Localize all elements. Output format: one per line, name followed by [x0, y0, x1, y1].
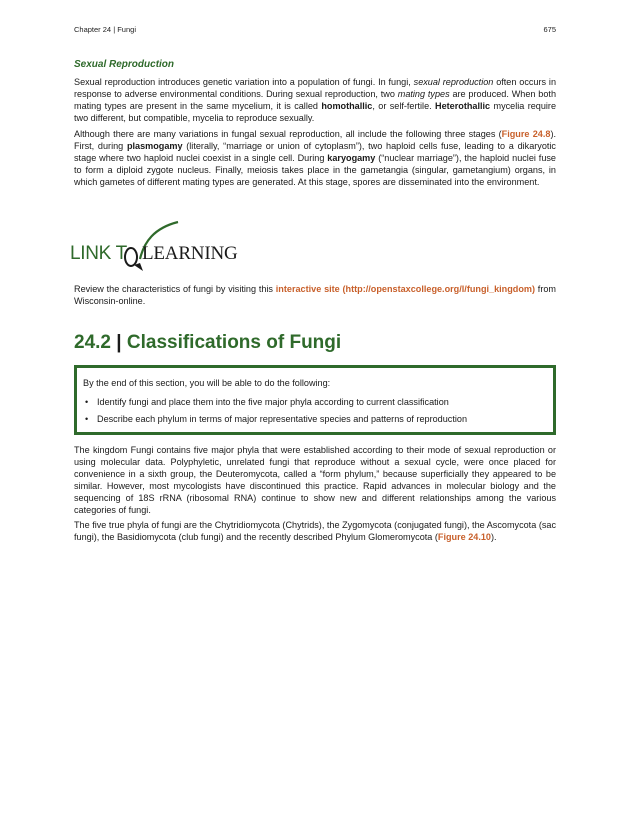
term-sexual-reproduction: sexual reproduction [413, 77, 494, 87]
term-plasmogamy: plasmogamy [126, 141, 183, 151]
objective-text: Describe each phylum in terms of major representative species and patterns of reproduction [97, 414, 467, 424]
interactive-site-link[interactable]: interactive site (http://openstaxcollege.org/l/fungi_kingdom) [275, 284, 536, 294]
paragraph-sexual-reproduction [74, 76, 556, 124]
section-title-text: Classifications of Fungi [126, 332, 342, 353]
term-karyogamy: karyogamy [327, 153, 376, 163]
section-heading: Sexual Reproduction [74, 59, 175, 70]
text-run: ). First, during [74, 129, 556, 151]
link-to-learning-logo [70, 218, 240, 278]
objective-item [83, 411, 467, 428]
text-run: Sexual reproduction introduces genetic variation into a population of fungi. In fungi, [74, 77, 414, 87]
title-separator: | [116, 332, 122, 353]
paragraph-five-phyla [74, 519, 556, 543]
svg-text:LEARNING: LEARNING [142, 243, 238, 264]
objective-text: Identify fungi and place them into the five major phyla according to current classification [97, 397, 449, 407]
term-mating-types: mating types [397, 89, 450, 99]
text-run: ). [491, 532, 497, 542]
text-run: (literally, “marriage or union of cytoplasm”), two haploid cells fuse, leading to a dikaryotic stage where two haploid nuclei coexist in a single cell. During [74, 141, 556, 163]
objectives-list [83, 394, 467, 428]
text-run: The five true phyla of fungi are the Chytridiomycota (Chytrids), the Zygomycota (conjugated fungi), the Ascomycota (sac fungi), the Basidiomycota (club fungi) and the recently described Phylum Glomeromycota ( [74, 520, 556, 542]
paragraph-stages [74, 128, 556, 188]
running-head: Chapter 24 | Fungi [74, 25, 136, 34]
bullet-icon: • [85, 414, 89, 424]
paragraph-link-to-learning [74, 283, 556, 307]
svg-text:LINK T: LINK T [70, 243, 127, 264]
text-run: (“nuclear marriage”), the haploid nuclei fuse to form a diploid zygote nucleus. Finally, meiosis takes place in the gametangia (singular, gametangium) organs, in which gametes of different mating types are generated. At this stage, spores are disseminated into the environment. [74, 153, 556, 187]
bullet-icon: • [85, 397, 89, 407]
paragraph-kingdom-fungi: The kingdom Fungi contains five major phyla that were established according to their mode of sexual reproduction or using molecular data. Polyphyletic, unrelated fungi that reproduce without a sexual cycle, were once placed for convenience in a sixth group, the Deuteromycota, called a “form phylum,” because superficially they appeared to be similar. However, most mycologists have discontinued this practice. Rapid advances in molecular biology and the sequencing of 18S rRNA (ribosomal RNA) continue to show new and different relationships among the various categories of fungi. [74, 445, 556, 515]
text-run: often occurs in response to adverse environmental conditions. During sexual reproduction, two [74, 77, 556, 99]
text-run: Review the characteristics of fungi by visiting this [74, 284, 276, 294]
section-title [74, 332, 341, 354]
objectives-intro: By the end of this section, you will be able to do the following: [83, 378, 331, 388]
term-heterothallic: Heterothallic [435, 101, 491, 111]
text-run: are produced. When both mating types are present in the same mycelium, it is called [74, 89, 556, 111]
text-run: mycelia require two different, but compatible, mycelia to reproduce sexually. [74, 101, 556, 123]
text-run: , or self-fertile. [372, 101, 436, 111]
page-header [74, 25, 556, 37]
text-run: from Wisconsin-online. [74, 284, 556, 306]
objective-item [83, 394, 467, 411]
learning-objectives-box [74, 365, 556, 435]
text-run: Although there are many variations in fungal sexual reproduction, all include the following three stages ( [74, 129, 502, 139]
figure-link[interactable]: Figure 24.8 [501, 129, 551, 139]
figure-link[interactable]: Figure 24.10 [437, 532, 491, 542]
page-number: 675 [543, 25, 556, 34]
term-homothallic: homothallic [321, 101, 373, 111]
section-number: 24.2 [74, 332, 111, 353]
